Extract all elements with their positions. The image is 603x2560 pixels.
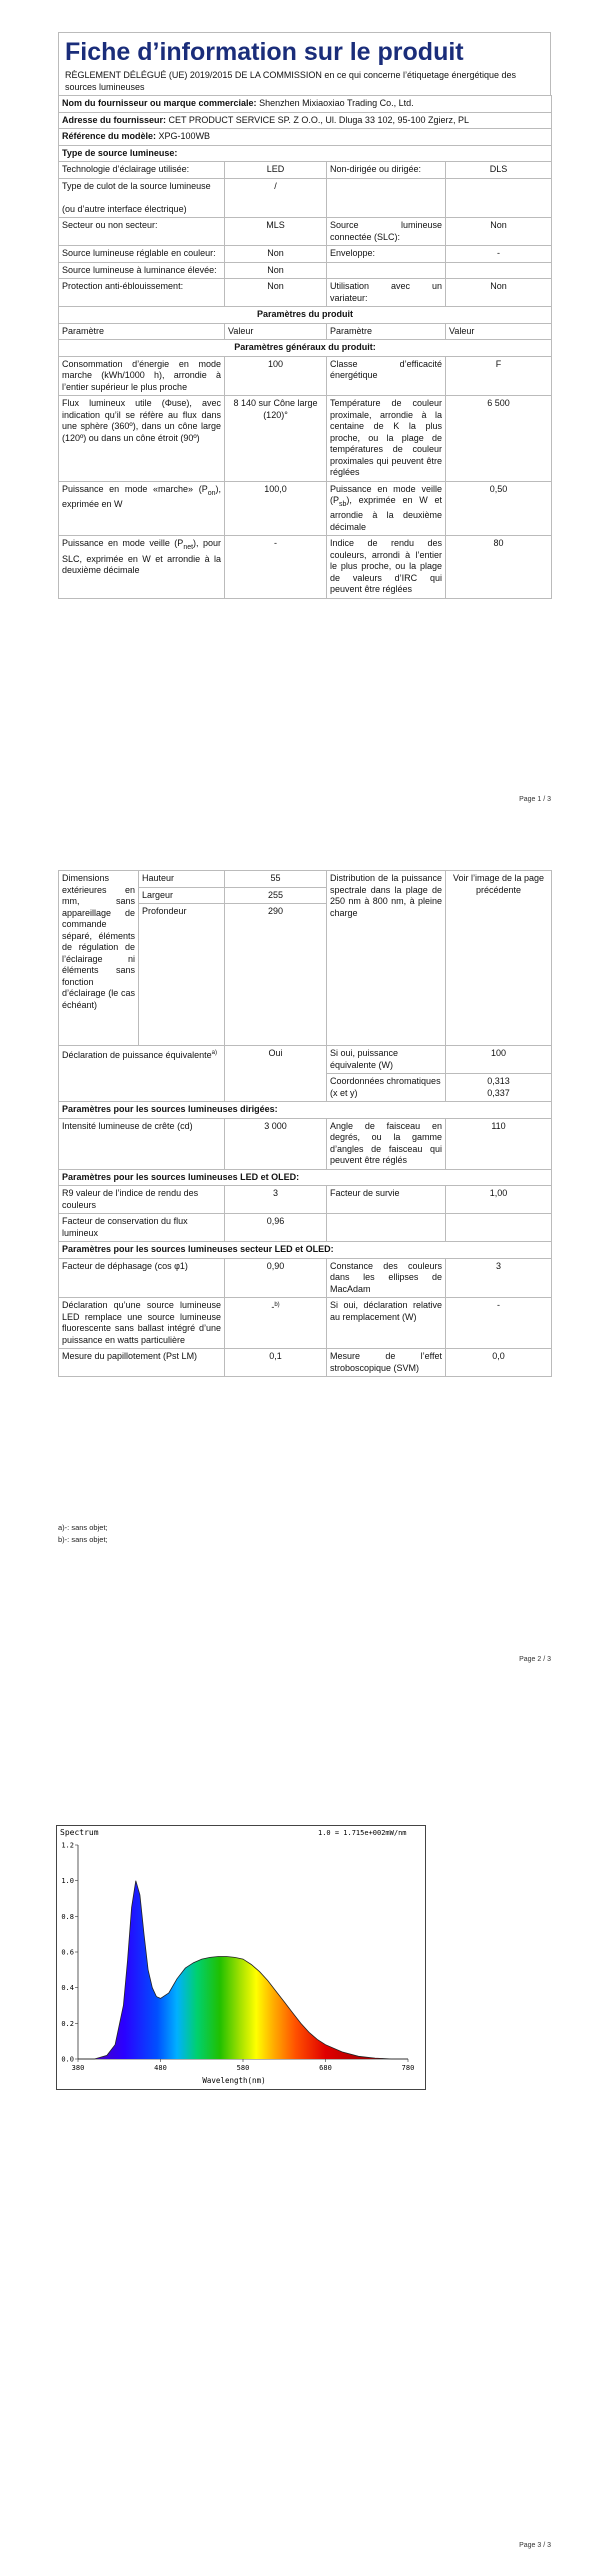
height-value: 55 bbox=[225, 871, 327, 888]
survival-value: 1,00 bbox=[446, 1186, 552, 1214]
flicker-label: Mesure du papillotement (Pst LM) bbox=[59, 1349, 225, 1377]
general-params-title: Paramètres généraux du produit: bbox=[59, 340, 552, 357]
section-header bbox=[59, 307, 552, 324]
led-oled-title: Paramètres pour les sources lumineuses LED et OLED: bbox=[59, 1169, 552, 1186]
label-part: ), exprimée en W et arrondie à la deuxième décimale bbox=[330, 495, 442, 532]
label-part: ), pour SLC, exprimée en W et arrondie à la deuxième décimale bbox=[62, 538, 221, 576]
dimension-row bbox=[59, 871, 552, 888]
column-header-row bbox=[59, 323, 552, 340]
peak-intensity-value: 3 000 bbox=[225, 1118, 327, 1169]
phase-value: 0,90 bbox=[225, 1258, 327, 1298]
directional-title: Paramètres pour les sources lumineuses dirigées: bbox=[59, 1102, 552, 1119]
param-label bbox=[59, 481, 225, 536]
chroma-x: 0,313 bbox=[487, 1076, 510, 1086]
x-tick-label: 780 bbox=[401, 2064, 415, 2072]
column-header: Paramètre bbox=[59, 323, 225, 340]
section-header bbox=[59, 1169, 552, 1186]
type-value: - bbox=[446, 246, 552, 263]
param-label: Consommation d’énergie en mode marche (kWh/1000 h), arrondie à l’entier supérieur le plus proche bbox=[59, 356, 225, 396]
supplier-row bbox=[59, 96, 552, 113]
flux-maintenance-label: Facteur de conservation du flux lumineux bbox=[59, 1214, 225, 1242]
equiv-power-value: 100 bbox=[446, 1046, 552, 1074]
supplier-address-label: Adresse du fournisseur: bbox=[62, 114, 167, 125]
table-row bbox=[59, 262, 552, 279]
macadam-label: Constance des couleurs dans les ellipses de MacAdam bbox=[327, 1258, 446, 1298]
table-row bbox=[59, 1349, 552, 1377]
column-header: Valeur bbox=[225, 323, 327, 340]
page-number: Page 1 / 3 bbox=[519, 796, 551, 803]
type-value bbox=[446, 262, 552, 279]
label-part: Puissance en mode «marche» (P bbox=[62, 483, 208, 494]
info-table bbox=[58, 95, 552, 599]
y-tick-label: 0.2 bbox=[61, 2019, 74, 2028]
light-source-type-label: Type de source lumineuse: bbox=[59, 145, 552, 162]
page-2 bbox=[0, 840, 603, 1680]
beam-angle-label: Angle de faisceau en degrés, ou la gamme d’angles de faisceau qui peuvent être réglés bbox=[327, 1118, 446, 1169]
spd-value: Voir l’image de la page précédente bbox=[446, 871, 552, 1046]
regulation-text: RÈGLEMENT DÉLÉGUÉ (UE) 2019/2015 DE LA COMMISSION en ce qui concerne l’étiquetage énergétique des sources lumineuses bbox=[65, 70, 517, 92]
depth-label: Profondeur bbox=[139, 904, 225, 1046]
table-row bbox=[59, 1298, 552, 1349]
chroma-y: 0,337 bbox=[487, 1087, 510, 1098]
type-label: Source lumineuse réglable en couleur: bbox=[59, 246, 225, 263]
footnote-a: a)-: sans objet; bbox=[58, 1523, 108, 1532]
type-label: Source lumineuse connectée (SLC): bbox=[327, 218, 446, 246]
table-row bbox=[59, 246, 552, 263]
param-label: Indice de rendu des couleurs, arrondi à l’entier le plus proche, ou la plage de valeurs d’IRC qui peuvent être réglées bbox=[327, 536, 446, 599]
section-header bbox=[59, 340, 552, 357]
type-label bbox=[327, 178, 446, 218]
address-row bbox=[59, 112, 552, 129]
r9-label: R9 valeur de l’indice de rendu des couleurs bbox=[59, 1186, 225, 1214]
type-value: Non bbox=[225, 262, 327, 279]
y-tick-label: 1.0 bbox=[61, 1877, 74, 1886]
param-label: Température de couleur proximale, arrondie à la centaine de K la plus proche, ou la plage de températures de couleur proximales qui peuvent être réglées bbox=[327, 396, 446, 482]
param-label bbox=[59, 536, 225, 599]
y-tick-label: 1.2 bbox=[61, 1841, 74, 1850]
spectrum-svg bbox=[56, 1825, 426, 2090]
declaration-label bbox=[59, 1046, 225, 1102]
table-row bbox=[59, 536, 552, 599]
r9-value: 3 bbox=[225, 1186, 327, 1214]
table-row bbox=[59, 279, 552, 307]
type-label bbox=[327, 262, 446, 279]
table-row bbox=[59, 1046, 552, 1074]
x-tick-label: 380 bbox=[71, 2064, 85, 2072]
y-tick-label: 0.4 bbox=[61, 1984, 74, 1993]
page-1 bbox=[0, 0, 603, 840]
param-value: 80 bbox=[446, 536, 552, 599]
product-sheet-continued bbox=[58, 870, 551, 1377]
label-part: Puissance en mode veille (P bbox=[330, 483, 442, 505]
model-row bbox=[59, 129, 552, 146]
param-label bbox=[327, 481, 446, 536]
info-table-continued bbox=[58, 870, 552, 1377]
spectrum-chart bbox=[56, 1825, 426, 2090]
spd-label: Distribution de la puissance spectrale dans la plage de 250 nm à 800 nm, à pleine charge bbox=[327, 871, 446, 1046]
survival-label: Facteur de survie bbox=[327, 1186, 446, 1214]
title-block bbox=[58, 32, 551, 95]
supplier-name-value: Shenzhen Mixiaoxiao Trading Co., Ltd. bbox=[259, 98, 414, 108]
label-part: Déclaration de puissance équivalente bbox=[62, 1050, 212, 1060]
type-label: Type de culot de la source lumineuse bbox=[62, 180, 211, 191]
product-sheet bbox=[58, 32, 551, 599]
table-row bbox=[59, 1118, 552, 1169]
macadam-value: 3 bbox=[446, 1258, 552, 1298]
type-label: Source lumineuse à luminance élevée: bbox=[59, 262, 225, 279]
page-3 bbox=[0, 1680, 603, 2560]
y-tick-label: 0.8 bbox=[61, 1912, 74, 1921]
param-label: Flux lumineux utile (Φuse), avec indication qu’il se réfère au flux dans une sphère (360º), dans un cône large (120º) ou dans un cône étroit (90º) bbox=[59, 396, 225, 482]
width-label: Largeur bbox=[139, 887, 225, 904]
mains-title: Paramètres pour les sources lumineuses secteur LED et OLED: bbox=[59, 1242, 552, 1259]
footnotes bbox=[58, 1522, 108, 1546]
document-title: Fiche d’information sur le produit bbox=[65, 38, 464, 66]
table-row bbox=[59, 1186, 552, 1214]
section-header bbox=[59, 1102, 552, 1119]
x-tick-label: 580 bbox=[236, 2064, 250, 2072]
param-value: 100 bbox=[225, 356, 327, 396]
dimensions-label: Dimensions extérieures en mm, sans appareillage de commande séparé, éléments de régulation de l’éclairage ni éléments sans fonction d’éclairage (le cas échéant) bbox=[59, 871, 139, 1046]
page-number: Page 2 / 3 bbox=[519, 1656, 551, 1663]
param-value: 100,0 bbox=[225, 481, 327, 536]
replacement-claim-label: Si oui, déclaration relative au remplacement (W) bbox=[327, 1298, 446, 1349]
value-part: - bbox=[271, 1302, 275, 1312]
product-params-title: Paramètres du produit bbox=[59, 307, 552, 324]
type-value: MLS bbox=[225, 218, 327, 246]
type-value: / bbox=[225, 178, 327, 218]
supplier-name-label: Nom du fournisseur ou marque commerciale: bbox=[62, 98, 257, 108]
type-header-row bbox=[59, 145, 552, 162]
replacement-label: Déclaration qu’une source lumineuse LED remplace une source lumineuse fluorescente sans ballast intégré d’une puissance en watts particulière bbox=[59, 1298, 225, 1349]
model-label: Référence du modèle: bbox=[62, 131, 157, 141]
y-tick-label: 0.0 bbox=[61, 2055, 74, 2064]
equiv-power-label: Si oui, puissance équivalente (W) bbox=[327, 1046, 446, 1074]
param-value: - bbox=[225, 536, 327, 599]
chroma-label: Coordonnées chromatiques (x et y) bbox=[327, 1074, 446, 1102]
value-sup: b) bbox=[274, 1302, 280, 1308]
table-row bbox=[59, 1258, 552, 1298]
declaration-value: Oui bbox=[225, 1046, 327, 1102]
supplier-address-value: CET PRODUCT SERVICE SP. Z O.O., Ul. Dluga 33 102, 95-100 Zgierz, PL bbox=[168, 114, 470, 125]
height-label: Hauteur bbox=[139, 871, 225, 888]
param-value: 6 500 bbox=[446, 396, 552, 482]
table-row bbox=[59, 1214, 552, 1242]
param-label: Classe d’efficacité énergétique bbox=[327, 356, 446, 396]
replacement-claim-value: - bbox=[446, 1298, 552, 1349]
type-value: Non bbox=[446, 279, 552, 307]
section-header bbox=[59, 1242, 552, 1259]
label-part: ), exprimée en W bbox=[62, 483, 221, 509]
param-value: F bbox=[446, 356, 552, 396]
empty-cell bbox=[327, 1214, 446, 1242]
replacement-value bbox=[225, 1298, 327, 1349]
param-value: 8 140 sur Cône large (120)° bbox=[225, 396, 327, 482]
stroboscopic-value: 0,0 bbox=[446, 1349, 552, 1377]
table-row bbox=[59, 356, 552, 396]
type-value: LED bbox=[225, 162, 327, 179]
column-header: Valeur bbox=[446, 323, 552, 340]
chart-title: Spectrum bbox=[60, 1828, 99, 1837]
x-axis-label: Wavelength(nm) bbox=[202, 2076, 266, 2085]
table-row bbox=[59, 162, 552, 179]
table-row bbox=[59, 481, 552, 536]
label-sub: net bbox=[183, 544, 194, 552]
table-row bbox=[59, 396, 552, 482]
width-value: 255 bbox=[225, 887, 327, 904]
x-tick-label: 480 bbox=[154, 2064, 167, 2072]
type-label: Non-dirigée ou dirigée: bbox=[327, 162, 446, 179]
type-value: Non bbox=[225, 246, 327, 263]
type-label: (ou d’autre interface électrique) bbox=[62, 203, 187, 214]
type-value: Non bbox=[225, 279, 327, 307]
label-sub: on bbox=[207, 489, 216, 497]
y-tick-label: 0.6 bbox=[61, 1948, 74, 1957]
page-number: Page 3 / 3 bbox=[519, 2542, 551, 2549]
type-label: Utilisation avec un variateur: bbox=[327, 279, 446, 307]
label-sup: a) bbox=[211, 1050, 217, 1056]
flicker-value: 0,1 bbox=[225, 1349, 327, 1377]
scale-note: 1.0 = 1.715e+002mW/nm bbox=[318, 1829, 407, 1837]
type-label: Secteur ou non secteur: bbox=[59, 218, 225, 246]
type-label: Protection anti-éblouissement: bbox=[59, 279, 225, 307]
type-value bbox=[446, 178, 552, 218]
label-sub: sb bbox=[339, 500, 347, 508]
phase-label: Facteur de déphasage (cos φ1) bbox=[59, 1258, 225, 1298]
flux-maintenance-value: 0,96 bbox=[225, 1214, 327, 1242]
type-value: DLS bbox=[446, 162, 552, 179]
type-label: Technologie d’éclairage utilisée: bbox=[59, 162, 225, 179]
table-row bbox=[59, 178, 552, 218]
param-value: 0,50 bbox=[446, 481, 552, 536]
footnote-b: b)-: sans objet; bbox=[58, 1535, 108, 1544]
beam-angle-value: 110 bbox=[446, 1118, 552, 1169]
type-value: Non bbox=[446, 218, 552, 246]
empty-cell bbox=[446, 1214, 552, 1242]
type-label: Enveloppe: bbox=[327, 246, 446, 263]
peak-intensity-label: Intensité lumineuse de crête (cd) bbox=[59, 1118, 225, 1169]
x-tick-label: 680 bbox=[319, 2064, 332, 2072]
column-header: Paramètre bbox=[327, 323, 446, 340]
depth-value: 290 bbox=[225, 904, 327, 1046]
table-row bbox=[59, 218, 552, 246]
stroboscopic-label: Mesure de l’effet stroboscopique (SVM) bbox=[327, 1349, 446, 1377]
model-value: XPG-100WB bbox=[158, 131, 211, 141]
chroma-value bbox=[446, 1074, 552, 1102]
label-part: Puissance en mode veille (P bbox=[62, 538, 184, 549]
